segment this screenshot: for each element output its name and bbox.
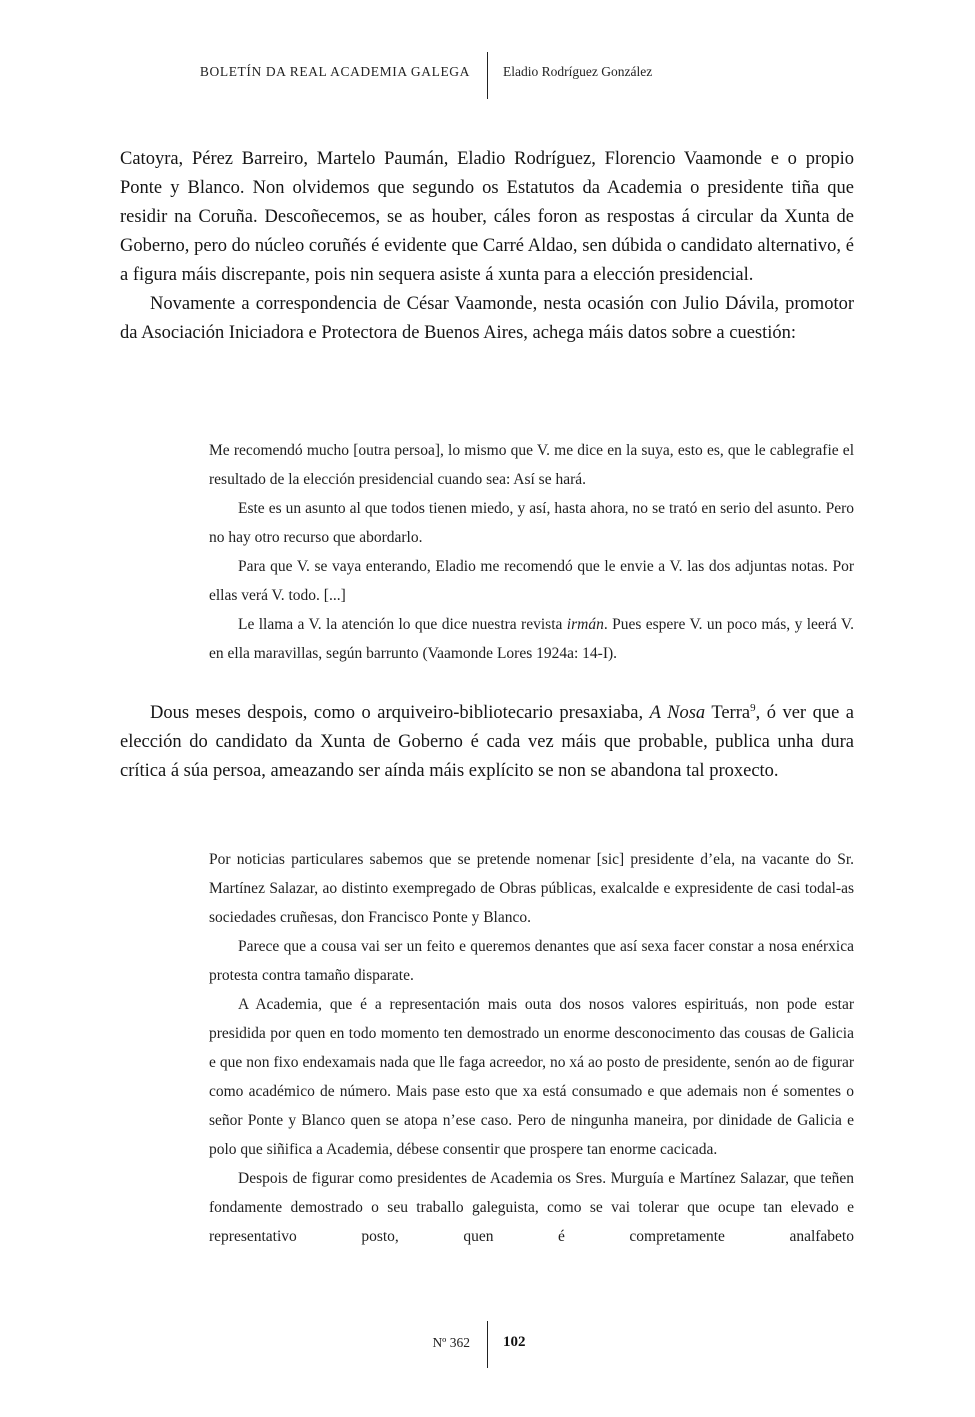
footer-divider <box>487 1321 488 1368</box>
body-text-block-2 <box>120 699 854 786</box>
quote-paragraph: Este es un asunto al que todos tienen miedo, y así, hasta ahora, no se trató en serio del asunto. Pero no hay otro recurso que abordarlo. <box>209 500 854 546</box>
quote-paragraph: Por noticias particulares sabemos que se pretende nomenar [sic] presidente d’ela, na vacante do Sr. Martínez Salazar, ao distinto exempregado de Obras públicas, exalcalde e expresidente de casi todal-as sociedades cruñesas, don Francisco Ponte y Blanco. <box>209 851 854 926</box>
quote-text: . Pues espere V. un poco más, y leerá V. en ella maravillas, según barrunto (Vaamonde Lores 1924a: 14-I). <box>209 616 855 662</box>
quote-text: Le llama a V. la atención lo que dice nuestra revista <box>238 616 567 633</box>
quote-paragraph: Despois de figurar como presidentes de Academia os Sres. Murguía e Martínez Salazar, que teñen fondamente demostrado o seu traballo galeguista, como se vai tolerar que ocupe tan elevado e representativo posto, quen é compretamente analfabeto <box>209 1170 854 1245</box>
article-author: Eladio Rodríguez González <box>503 64 653 79</box>
quote-paragraph: Para que V. se vaya enterando, Eladio me recomendó que le envie a V. las dos adjuntas notas. Por ellas verá V. todo. [...] <box>209 558 854 604</box>
italic-title: irmán <box>566 616 604 633</box>
footnote-marker[interactable]: 9 <box>750 701 756 714</box>
body-span: Terra <box>705 703 751 723</box>
body-text-block-1 <box>120 145 854 348</box>
page-number: 102 <box>503 1334 526 1350</box>
body-span: Dous meses despois, como o arquiveiro-bibliotecario presaxiaba, <box>150 703 650 723</box>
quote-paragraph: A Academia, que é a representación mais outa dos nosos valores espirituás, non pode estar presidida por quen en todo momento ten demostrado un enorme desconocimento das cousas de Galicia e que non fixo endexamais nada que lle faga acreedor, no xá ao posto de presidente, senón ao de figurar como académico de número. Mais pase esto que xa está consumado e que ademais non é somentes o señor Ponte y Blanco quen se atopa n’ese caso. Pero de ningunha maneira, por dinidade de Galicia e polo que siñifica a Academia, débese consentir que prospere tan enorme cacicada. <box>209 996 854 1158</box>
page-footer <box>0 1321 975 1369</box>
italic-title: A Nosa <box>649 703 706 723</box>
journal-title: BOLETÍN DA REAL ACADEMIA GALEGA <box>199 64 470 79</box>
quote-paragraph: Me recomendó mucho [outra persoa], lo mismo que V. me dice en la suya, esto es, que le cablegrafie el resultado de la elección presidencial cuando sea: Así se hará. <box>209 442 854 488</box>
quote-paragraph <box>209 610 854 668</box>
block-quote-letter <box>209 436 854 668</box>
running-head <box>0 52 975 100</box>
paragraph-correspondence: Novamente a correspondencia de César Vaamonde, nesta ocasión con Julio Dávila, promotor da Asociación Iniciadora e Protectora de Buenos Aires, achega máis datos sobre a cuestión: <box>120 294 854 343</box>
paragraph-continuation: Catoyra, Pérez Barreiro, Martelo Paumán, Eladio Rodríguez, Florencio Vaamonde e o propio Ponte y Blanco. Non olvidemos que segundo os Estatutos da Academia o presidente tiña que residir na Coruña. Descoñecemos, se as houber, cáles foron as respostas á circular da Xunta de Goberno, pero do núcleo coruñés é evidente que Carré Aldao, sen dúbida o candidato alternativo, é a figura máis discrepante, pois nin sequera asiste á xunta para a elección presidencial. <box>120 149 854 285</box>
block-quote-article <box>209 845 854 1251</box>
paragraph-nosa-terra <box>120 699 854 786</box>
issue-number: Nº 362 <box>432 1335 470 1350</box>
body-span: , ó ver que a elección do candidato da Xunta de Goberno é cada vez máis que probable, publica unha dura crítica á súa persoa, ameazando ser aínda máis explícito se non se abandona tal proxecto. <box>120 703 854 781</box>
header-divider <box>487 52 488 99</box>
quote-paragraph: Parece que a cousa vai ser un feito e queremos denantes que así sexa facer constar a nosa enérxica protesta contra tamaño disparate. <box>209 938 854 984</box>
